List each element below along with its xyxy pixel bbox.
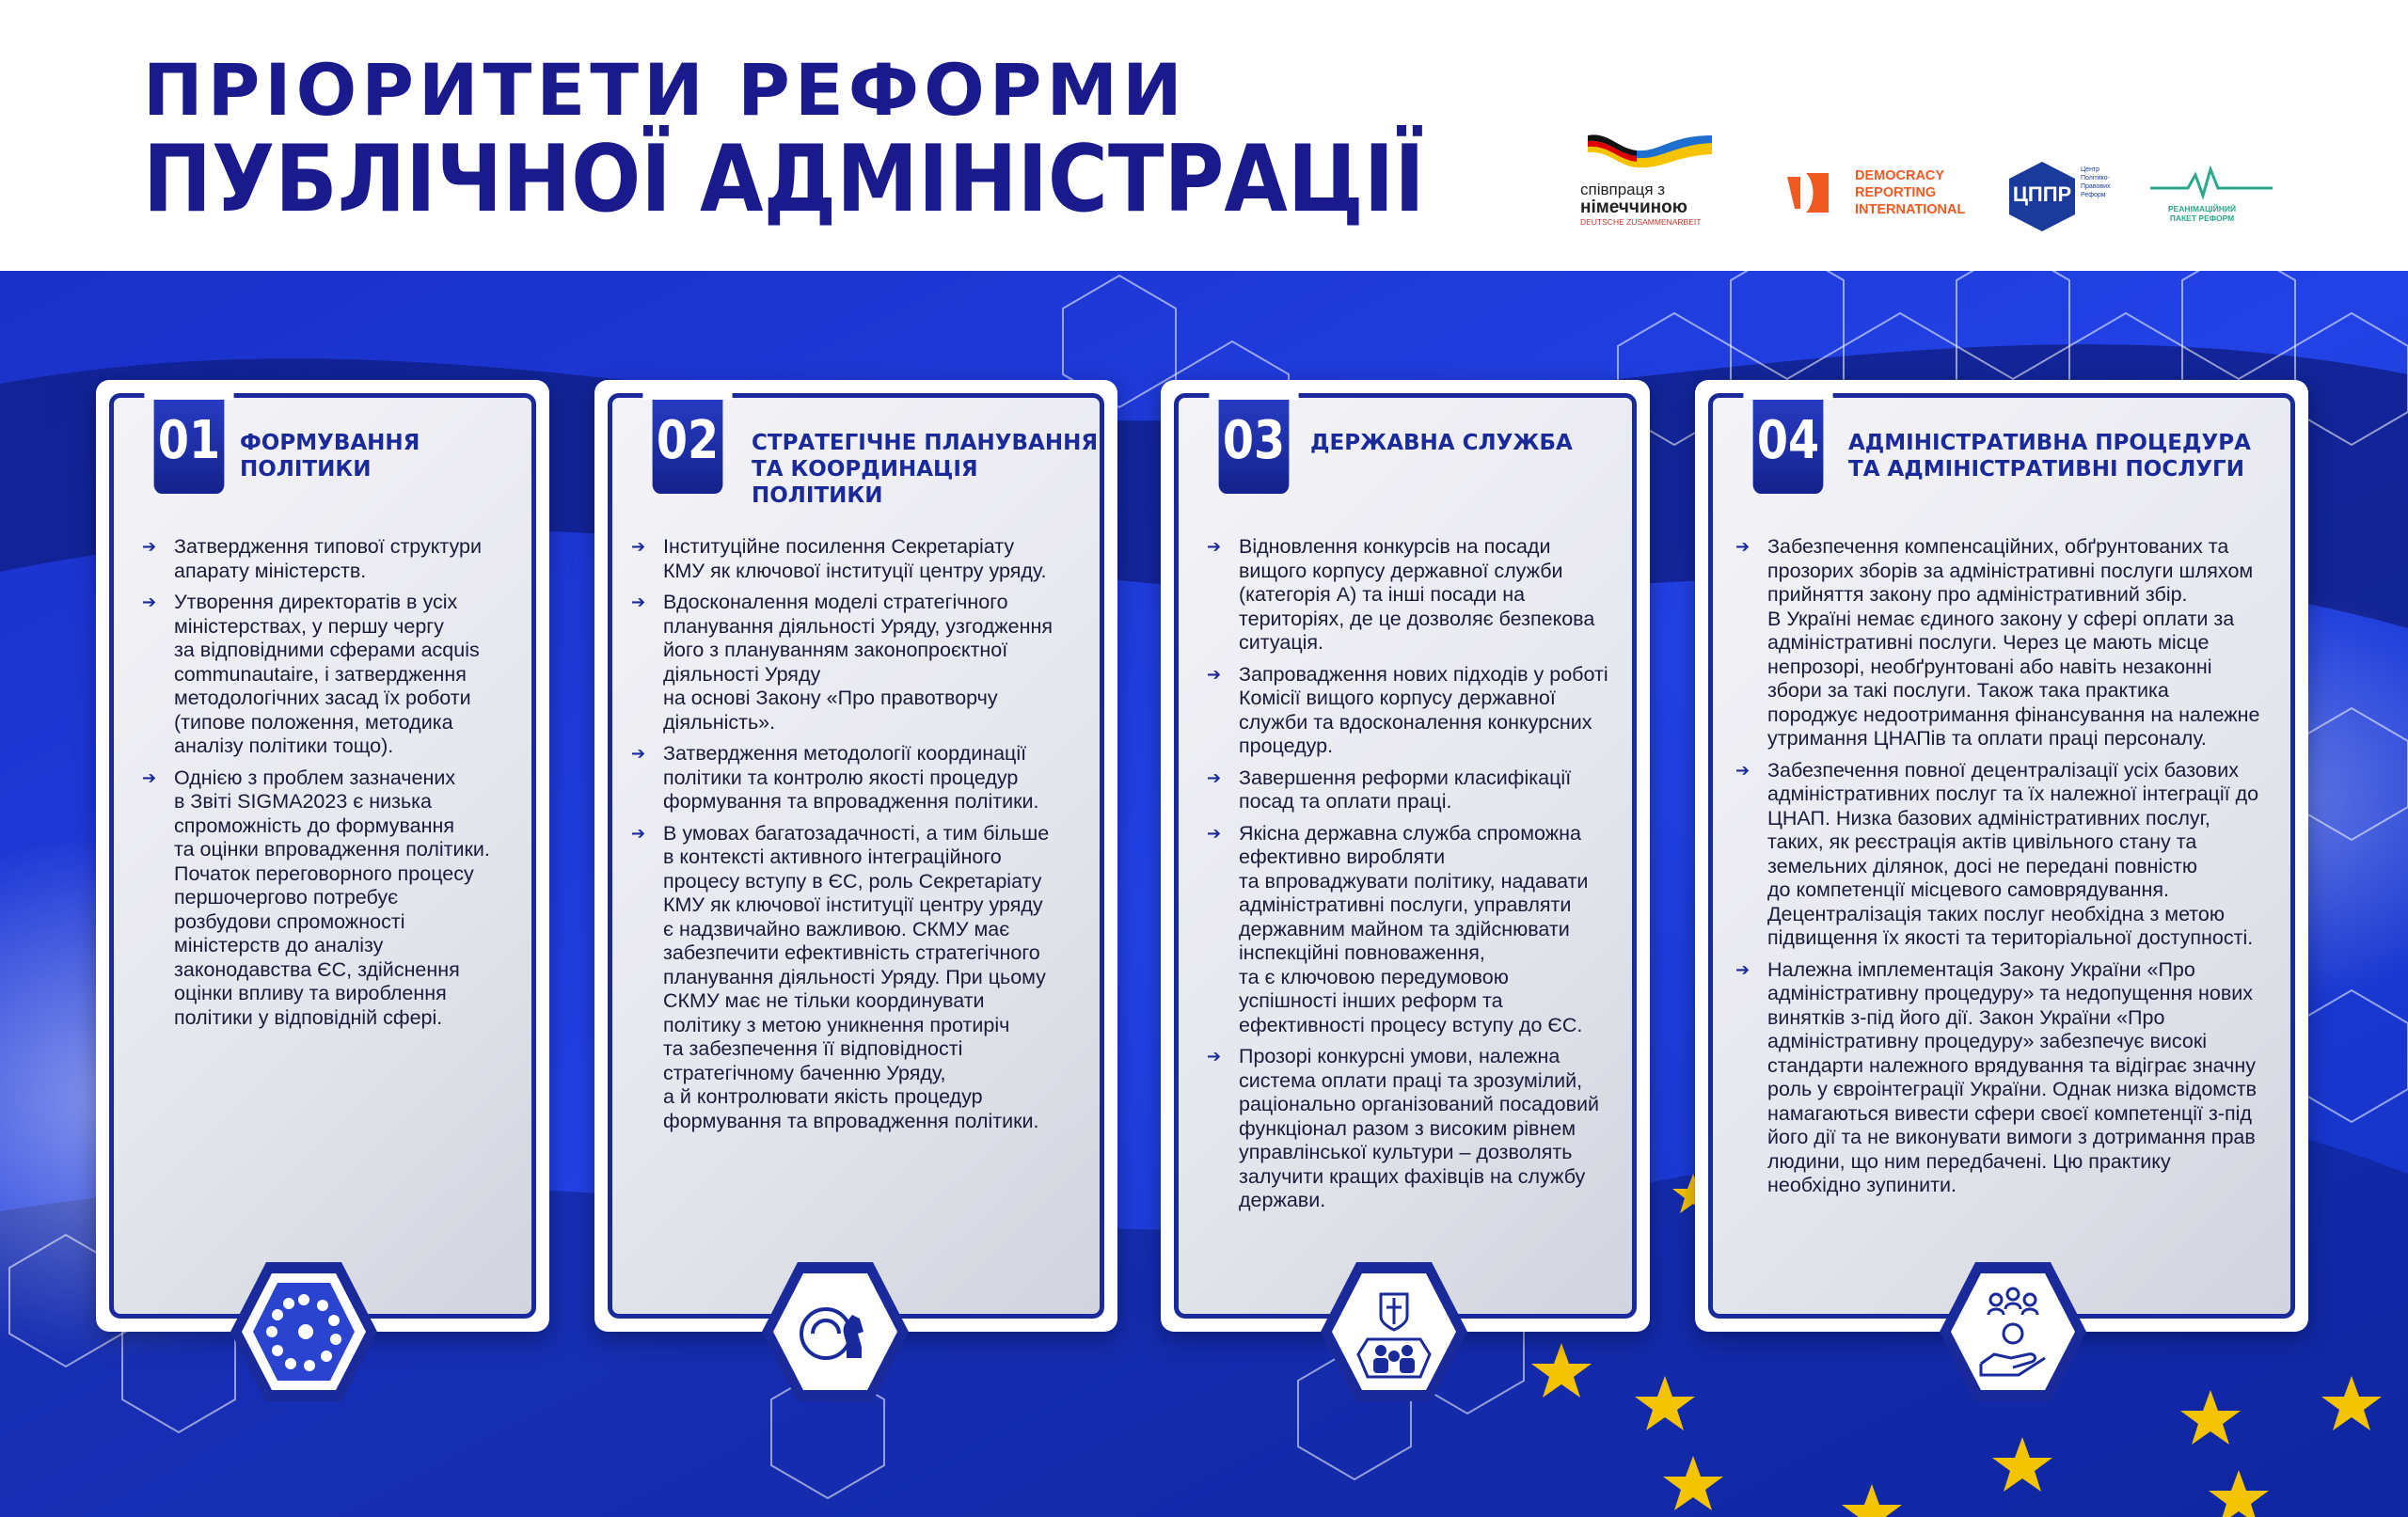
card-title: АДМІНІСТРАТИВНА ПРОЦЕДУРА ТА АДМІНІСТРАТИВНІ ПОСЛУГИ (1848, 431, 2251, 482)
card-frame (608, 393, 1104, 1319)
rpr-logo (2150, 166, 2282, 222)
card-number: 01 (154, 388, 225, 494)
bullet-item: ➔ Затвердження методології координації політики та контролю якості процедур формування та впровадження політики. (631, 742, 1092, 814)
civil-service-icon (1319, 1256, 1469, 1407)
giz-text-1: співпраця з (1580, 181, 1666, 198)
header (0, 0, 2408, 271)
card-bullets (631, 535, 1092, 1141)
bullet-item: ➔ Прозорі конкурсні умови, належна система оплати праці та зрозумілий, раціонально організований посадовий функціонал разом з високим рівнем управлінської культури – дозволять залучити кращих фахівців на службу держави. (1207, 1045, 1638, 1213)
rpr-text-2: ПАКЕТ РЕФОРМ (2169, 213, 2235, 223)
bullet-item: ➔ Запровадження нових підходів у роботі Комісії вищого корпусу державної служби та вдосконалення конкурсних процедур. (1207, 663, 1638, 759)
services-hand-icon (1938, 1256, 2088, 1407)
cppr-text-3: Правових (2081, 183, 2111, 190)
cppr-text-4: Реформ (2081, 192, 2106, 198)
strategy-chess-icon (760, 1256, 911, 1407)
flags-ribbon-icon (1580, 130, 1721, 177)
partner-logos (1580, 122, 2295, 235)
card-frame (1174, 393, 1637, 1319)
bullet-item: ➔ Якісна державна служба спроможна ефективно виробляти та впроваджувати політику, надавати адміністративні послуги, управляти державним майном та здійснювати інспекційні повноваження, та є ключовою передумовою успішності інших реформ та ефективності процесу вступу до ЄС. (1207, 822, 1638, 1038)
card-strategic-planning (594, 380, 1117, 1332)
cppr-mark-text: ЦППР (2012, 182, 2072, 206)
bullet-item: ➔ Належна імплементація Закону України «Про адміністративну процедуру» та недопущення нових винятків з-під його дії. Закон України «Про адміністративну процедуру» забезпечує високі стандарти належного врядування та відіграє значну роль у євроінтеграції України. Однак низка відомств намагаються вивести сфери своєї компетенції з-під його дії та не виконувати вимоги з дотримання прав людини, що ним передбачені. Цю практику необхідно зупинити. (1735, 958, 2300, 1198)
dri-text-2: REPORTING (1855, 185, 1937, 200)
card-frame (109, 393, 536, 1319)
card-number: 04 (1753, 388, 1824, 494)
card-bullets (142, 535, 518, 1037)
bullet-item: ➔ Забезпечення повної децентралізації усіх базових адміністративних послуг та їх належної інтеграції до ЦНАП. Низка базових адміністративних послуг, таких, як реєстрація актів цивільного стану та земельних ділянок, досі не передані повністю до компетенції місцевого самоврядування. Децентралізація таких послуг необхідна з метою підвищення їх якості та територіальної доступності. (1735, 759, 2300, 951)
card-bullets (1735, 535, 2300, 1206)
bullet-item: ➔ Вдосконалення моделі стратегічного планування діяльності Уряду, узгодження його з плануванням законопроєктної діяльності Уряду на основі Закону «Про правотворчу діяльність». (631, 591, 1092, 735)
giz-text-3: DEUTSCHE ZUSAMMENARBEIT (1580, 217, 1702, 227)
cppr-logo (2005, 160, 2118, 235)
card-civil-service (1161, 380, 1650, 1332)
pulse-icon (2150, 166, 2273, 199)
rpr-text-1: РЕАНІМАЦІЙНИЙ (2167, 204, 2237, 213)
bullet-item: ➔ Відновлення конкурсів на посади вищого корпусу державної служби (категорія А) та інші посади на територіях, де це дозволяє безпекова ситуація. (1207, 535, 1638, 656)
card-bullets (1207, 535, 1638, 1221)
card-number: 03 (1219, 388, 1290, 494)
bullet-item: ➔ В умовах багатозадачності, а тим більше в контексті активного інтеграційного процесу вступу в ЄС, роль Секретаріату КМУ як ключової інституції центру уряду є надзвичайно важливою. СКМУ має забезпечити ефективність стратегічного планування діяльності Уряду. При цьому СКМУ має не тільки координувати політику з метою уникнення протиріч та забезпечення її відповідності стратегічному баченню Уряду, а й контролювати якість процедур формування та впровадження політики. (631, 822, 1092, 1134)
card-title: ФОРМУВАННЯ ПОЛІТИКИ (240, 431, 420, 482)
cppr-text-1: Центр (2081, 166, 2100, 173)
cppr-text-2: Політико- (2081, 175, 2110, 182)
bullet-item: ➔ Завершення реформи класифікації посад та оплати праці. (1207, 766, 1638, 814)
card-admin-procedure (1695, 380, 2308, 1332)
card-title: ДЕРЖАВНА СЛУЖБА (1310, 431, 1573, 455)
giz-logo (1580, 130, 1721, 227)
dri-text-1: DEMOCRACY (1855, 168, 1945, 183)
page-title-line1: ПРІОРИТЕТИ РЕФОРМИ (143, 48, 1187, 132)
giz-text-2: німеччиною (1580, 198, 1687, 217)
dri-mark-icon (1785, 169, 1832, 216)
bullet-item: ➔ Затвердження типової структури апарату міністерств. (142, 535, 518, 583)
card-frame (1708, 393, 2295, 1319)
bullet-item: ➔ Утворення директоратів в усіх міністерствах, у першу чергу за відповідними сферами acquis communautaire, і затвердження методологічних засад їх роботи (типове положення, методика аналізу політики тощо). (142, 591, 518, 759)
bullet-item: ➔ Інституційне посилення Секретаріату КМУ як ключової інституції центру уряду. (631, 535, 1092, 583)
eu-stars-icon (229, 1256, 379, 1407)
card-policy-formation (96, 380, 549, 1332)
card-title: СТРАТЕГІЧНЕ ПЛАНУВАННЯ ТА КООРДИНАЦІЯ ПОЛІТИКИ (752, 431, 1099, 508)
dri-logo (1785, 169, 1983, 226)
dri-text-3: INTERNATIONAL (1855, 202, 1966, 217)
bullet-item: ➔ Забезпечення компенсаційних, обґрунтованих та прозорих зборів за адміністративні послуги шляхом прийняття закону про адміністративний збір. В Україні немає єдиного закону у сфері оплати за адміністративні послуги. Через це мають місце непрозорі, необґрунтовані або навіть незаконні збори за такі послуги. Також така практика породжує недоотримання фінансування на належне утримання ЦНАПів та оплати праці персоналу. (1735, 535, 2300, 751)
card-number: 02 (653, 388, 723, 494)
page-title-line2: ПУБЛІЧНОЇ АДМІНІСТРАЦІЇ (143, 126, 1425, 233)
bullet-item: ➔ Однією з проблем зазначених в Звіті SIGMA2023 є низька спроможність до формування та оцінки впровадження політики. Початок переговорного процесу першочергово потребує розбудови спроможності міністерств до аналізу законодавства ЄС, здійснення оцінки впливу та вироблення політики у відповідній сфері. (142, 766, 518, 1031)
